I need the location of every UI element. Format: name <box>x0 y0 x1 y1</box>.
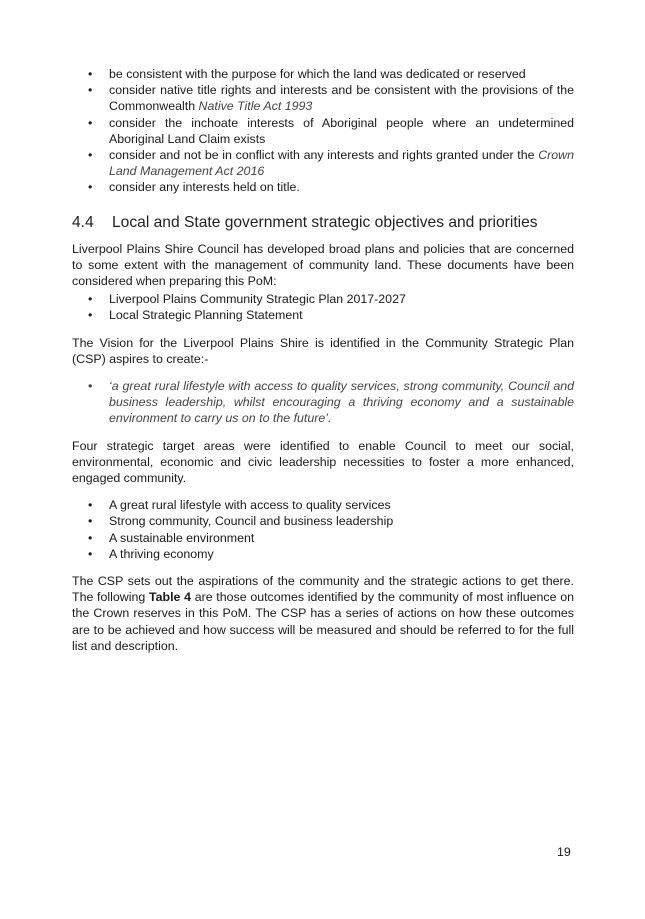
targets-list <box>72 497 574 562</box>
list-item: • A thriving economy <box>88 546 214 561</box>
bullet-icon: • <box>88 308 93 323</box>
list-item: • consider native title rights and interests and be consistent with the provisions of the Commonwealth Native Title Act 1993 <box>88 83 574 114</box>
land-obligations-list <box>72 66 574 196</box>
bullet-icon: • <box>88 530 93 545</box>
bullet-icon: • <box>88 115 93 130</box>
list-item: • Liverpool Plains Community Strategic Plan 2017-2027 <box>88 292 406 307</box>
section-number: 4.4 <box>72 213 94 231</box>
plans-list <box>72 291 574 323</box>
list-item <box>72 378 574 427</box>
table-reference: Table 4 <box>148 590 191 605</box>
bullet-icon: • <box>88 180 93 195</box>
list-item: • consider and not be in conflict with any interests and rights granted under the Crown Land Management Act 2016 <box>88 148 574 179</box>
list-item: • Strong community, Council and business leadership <box>88 514 394 529</box>
bullet-icon: • <box>88 148 93 163</box>
intro-paragraph: Liverpool Plains Shire Council has developed broad plans and policies that are concerned to some extent with the management of community land. These documents have been considered when preparing this PoM: <box>72 241 574 289</box>
bullet-icon: • <box>88 514 93 529</box>
bullet-icon: • <box>88 292 93 307</box>
list-item: • Local Strategic Planning Statement <box>88 308 303 323</box>
vision-quote-list <box>72 378 574 427</box>
bullet-icon: • <box>88 379 93 394</box>
list-item: • consider the inchoate interests of Aboriginal people where an undetermined Aboriginal Land Claim exists <box>88 115 574 146</box>
bullet-icon: • <box>88 498 93 513</box>
targets-paragraph: Four strategic target areas were identified to enable Council to meet our social, environmental, economic and civic leadership necessities to foster a more enhanced, engaged community. <box>72 438 574 486</box>
vision-quote: ‘a great rural lifestyle with access to quality services, strong community, Council and business leadership, whilst encouraging a thriving economy and a sustainable environment to carry us on to the future’. <box>109 379 574 426</box>
bullet-icon: • <box>88 83 93 98</box>
page-body <box>72 66 574 654</box>
bullet-icon: • <box>88 546 93 561</box>
bullet-icon: • <box>88 67 93 81</box>
section-heading <box>72 213 574 233</box>
list-item: • consider any interests held on title. <box>88 180 300 195</box>
list-item: • be consistent with the purpose for which the land was dedicated or reserved <box>88 67 526 81</box>
csp-paragraph: The CSP sets out the aspirations of the community and the strategic actions to get there. The following Table 4 are those outcomes identified by the community of most influence on the Crown reserves in this PoM. The CSP has a series of actions on how these outcomes are to be achieved and how success will be measured and should be referred to for the full list and description. <box>72 574 574 653</box>
list-item: • A great rural lifestyle with access to quality services <box>88 498 391 513</box>
vision-paragraph: The Vision for the Liverpool Plains Shire is identified in the Community Strategic Plan (CSP) aspires to create:- <box>72 335 574 366</box>
list-item: • A sustainable environment <box>88 530 255 545</box>
page-number: 19 <box>557 845 571 859</box>
section-title: Local and State government strategic objectives and priorities <box>112 213 538 231</box>
